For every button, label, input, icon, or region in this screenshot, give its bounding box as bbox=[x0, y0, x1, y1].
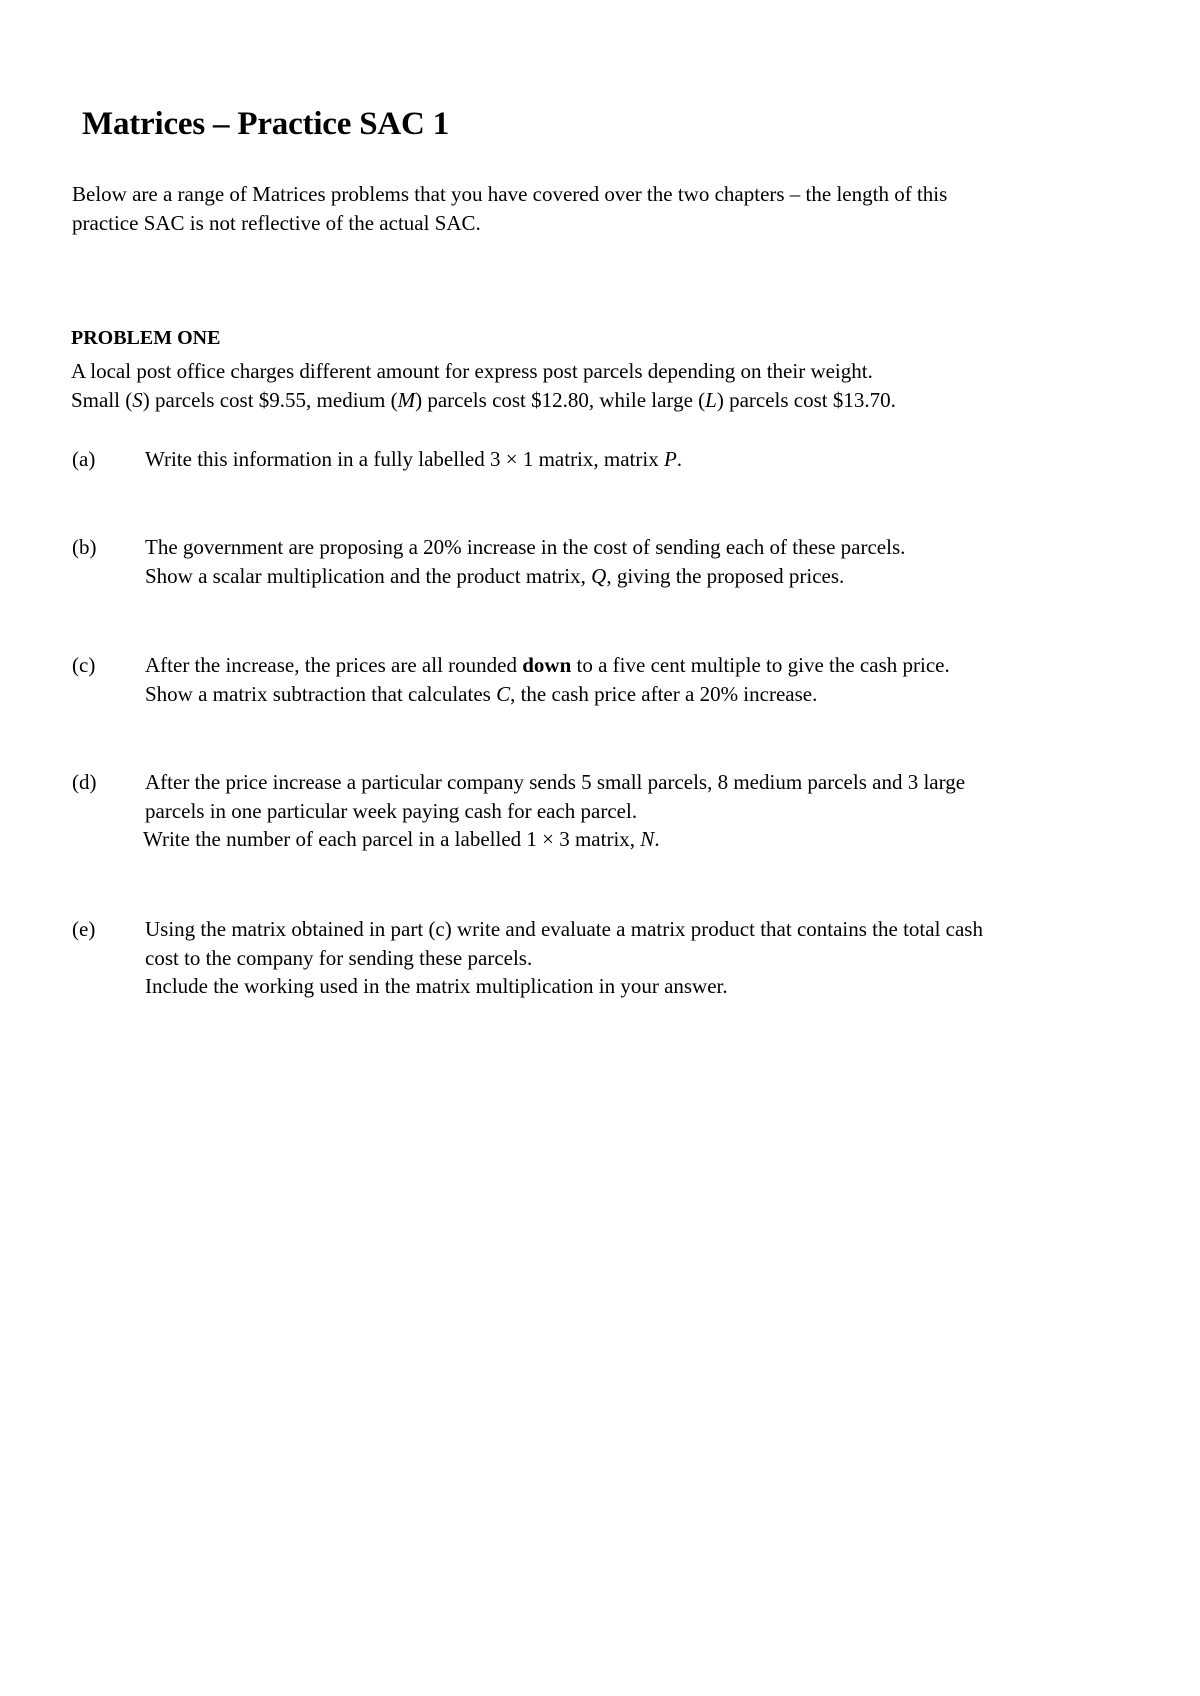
intro-line-2: practice SAC is not reflective of the actual SAC. bbox=[72, 210, 481, 235]
question-d-label: (d) bbox=[72, 770, 97, 794]
question-d-line-2: parcels in one particular week paying cash for each parcel. bbox=[145, 798, 638, 823]
text-fragment: Small ( bbox=[71, 387, 133, 412]
question-e-body bbox=[145, 915, 1145, 1001]
emphasis-down: down bbox=[522, 653, 572, 677]
text-fragment: ) parcels cost $13.70. bbox=[716, 387, 896, 412]
text-fragment: Show a scalar multiplication and the product matrix, bbox=[145, 563, 592, 588]
variable-s: S bbox=[132, 387, 143, 412]
problem-one-intro bbox=[71, 357, 1151, 414]
question-c-body bbox=[145, 651, 1145, 708]
question-c-label: (c) bbox=[72, 653, 96, 677]
question-e-line-1: Using the matrix obtained in part (c) write and evaluate a matrix product that contains the total cash bbox=[145, 917, 983, 941]
text-fragment: Write this information in a fully labelled 3 × 1 matrix, matrix bbox=[145, 447, 664, 471]
question-e-line-2: cost to the company for sending these parcels. bbox=[145, 945, 533, 970]
problem-intro-line-2 bbox=[71, 386, 1151, 415]
text-fragment: ) parcels cost $9.55, medium ( bbox=[142, 387, 398, 412]
question-d-line-3 bbox=[143, 825, 1145, 854]
variable-p: P bbox=[663, 447, 677, 471]
problem-intro-line-1: A local post office charges different amount for express post parcels depending on their weight. bbox=[71, 359, 873, 383]
intro-line-1: Below are a range of Matrices problems that you have covered over the two chapters – the length of this bbox=[72, 182, 948, 206]
text-fragment: , giving the proposed prices. bbox=[606, 563, 845, 588]
text-fragment: ) parcels cost $12.80, while large ( bbox=[415, 387, 706, 412]
intro-paragraph bbox=[72, 180, 1132, 237]
question-a-line-1 bbox=[145, 445, 1145, 474]
text-fragment: Write the number of each parcel in a labelled 1 × 3 matrix, bbox=[143, 827, 641, 851]
question-e-line-3: Include the working used in the matrix multiplication in your answer. bbox=[145, 974, 728, 998]
text-fragment: . bbox=[654, 827, 660, 851]
variable-m: M bbox=[397, 387, 416, 412]
question-d-line-1: After the price increase a particular company sends 5 small parcels, 8 medium parcels and 3 large bbox=[145, 770, 966, 794]
text-fragment: , the cash price after a 20% increase. bbox=[510, 681, 818, 706]
question-c-line-2 bbox=[145, 680, 1145, 709]
question-b-body bbox=[145, 533, 1145, 590]
question-b-line-2 bbox=[145, 562, 1145, 591]
text-fragment: Show a matrix subtraction that calculates bbox=[145, 681, 497, 706]
document-title: Matrices – Practice SAC 1 bbox=[82, 106, 450, 142]
variable-l: L bbox=[705, 387, 717, 412]
text-fragment: After the increase, the prices are all rounded bbox=[145, 653, 523, 677]
problem-one-heading: PROBLEM ONE bbox=[71, 327, 221, 349]
question-a-body bbox=[145, 445, 1145, 474]
question-b-line-1: The government are proposing a 20% increase in the cost of sending each of these parcels. bbox=[145, 535, 906, 559]
question-e-label: (e) bbox=[72, 917, 96, 941]
question-d-body bbox=[145, 768, 1145, 854]
variable-n: N bbox=[640, 827, 655, 851]
text-fragment: . bbox=[676, 447, 683, 471]
question-c-line-1 bbox=[145, 651, 1145, 680]
question-b-label: (b) bbox=[72, 535, 97, 559]
variable-q: Q bbox=[591, 563, 607, 588]
question-a-label: (a) bbox=[72, 447, 96, 471]
variable-c: C bbox=[496, 681, 511, 706]
text-fragment: to a five cent multiple to give the cash price. bbox=[571, 653, 950, 677]
